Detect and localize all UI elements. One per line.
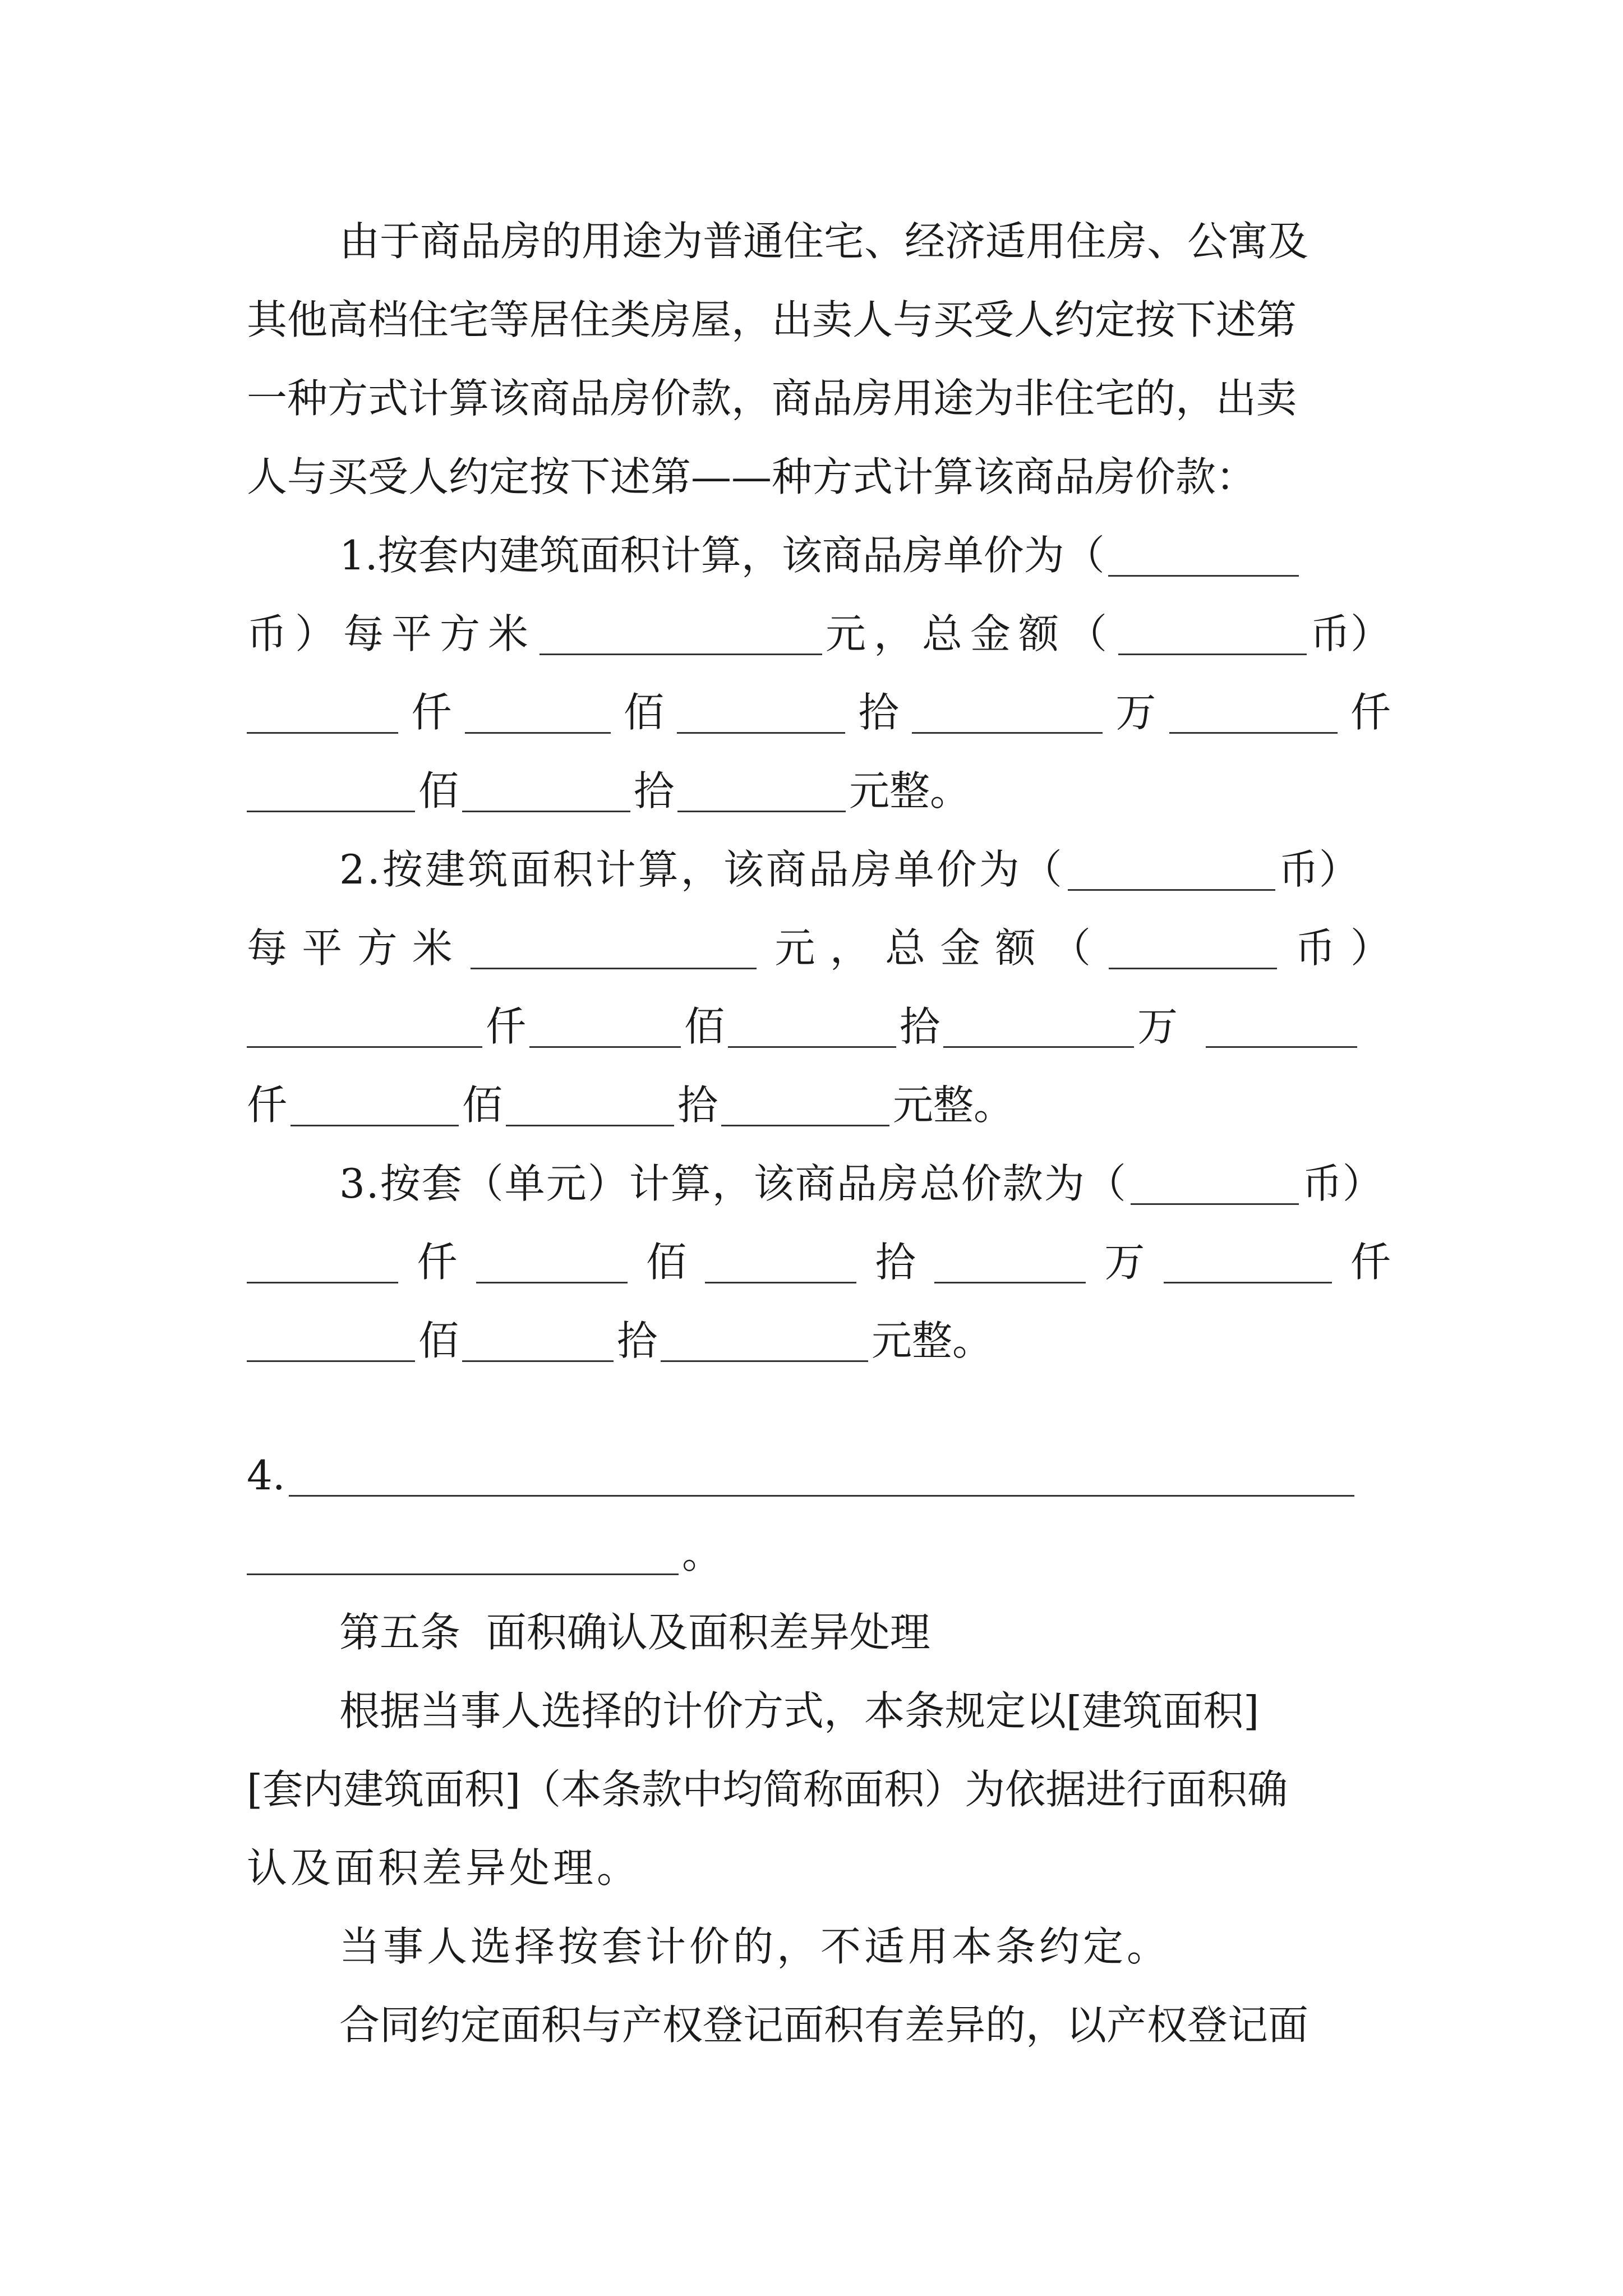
char: ） xyxy=(1350,924,1391,972)
unit-label: 仟 xyxy=(411,689,452,736)
article-5-line-5 xyxy=(339,1986,1391,2064)
paragraph-1-line-4 xyxy=(247,438,1391,516)
unit-label: 仟 xyxy=(486,1003,527,1050)
text: 4. xyxy=(247,1452,285,1499)
text: 人与买受人约定按下述第——种方式计算该商品房价款： xyxy=(247,453,1257,500)
blank-field[interactable] xyxy=(540,620,822,655)
blank-field[interactable] xyxy=(705,1248,856,1283)
blank-field[interactable] xyxy=(721,1091,889,1126)
unit-label: 拾 xyxy=(875,1239,916,1286)
blank-field[interactable] xyxy=(661,1327,868,1362)
option-4-line-2 xyxy=(247,1515,1391,1593)
paragraph-1-line-3 xyxy=(247,359,1391,438)
blank-field[interactable] xyxy=(506,1091,674,1126)
unit-label: 元整。 xyxy=(893,1082,1015,1129)
paragraph-1-line-2 xyxy=(247,280,1391,359)
char: ， xyxy=(829,924,870,972)
text: [套内建筑面积]（本条款中均简称面积）为依据进行面积确 xyxy=(247,1766,1288,1813)
article-5-line-3 xyxy=(247,1829,1391,1907)
article-5-line-4 xyxy=(339,1907,1391,1986)
text: 当事人选择按套计价的，不适用本条约定。 xyxy=(339,1923,1171,1970)
blank-field[interactable] xyxy=(1206,1013,1357,1048)
unit-label: 拾 xyxy=(617,1317,658,1364)
blank-field[interactable] xyxy=(247,1540,679,1575)
unit-label: 佰 xyxy=(418,767,459,815)
unit-label: 元整。 xyxy=(849,767,971,815)
text: 认及面积差异处理。 xyxy=(247,1844,641,1892)
blank-field[interactable] xyxy=(1068,855,1275,891)
blank-field[interactable] xyxy=(462,777,630,812)
option-3-line-3 xyxy=(247,1301,1391,1380)
text: 2.按建筑面积计算，该商品房单价为（ xyxy=(339,846,1064,893)
blank-field[interactable] xyxy=(1131,1170,1299,1205)
text: 币） xyxy=(1302,1160,1383,1207)
text: 其他高档住宅等居住类房屋，出卖人与买受人约定按下述第 xyxy=(247,296,1297,343)
blank-field[interactable] xyxy=(462,1327,614,1362)
unit-label: 拾 xyxy=(858,689,899,736)
char: 额 xyxy=(995,924,1036,972)
heading: 第五条 面积确认及面积差异处理 xyxy=(339,1609,930,1656)
option-1-line-1 xyxy=(339,516,1391,595)
blank-field[interactable] xyxy=(1109,934,1277,969)
char: 每 xyxy=(247,924,288,972)
char: 币 xyxy=(1295,924,1336,972)
blank-field[interactable] xyxy=(912,698,1103,734)
blank-field[interactable] xyxy=(677,698,845,734)
text: 币） xyxy=(1310,610,1391,657)
text: 根据当事人选择的计价方式，本条规定以[建筑面积] xyxy=(339,1687,1260,1734)
unit-label: 拾 xyxy=(900,1003,940,1050)
text: 。 xyxy=(682,1530,723,1577)
option-2-line-3 xyxy=(247,987,1391,1066)
blank-field[interactable] xyxy=(247,1327,415,1362)
option-2-line-4 xyxy=(247,1066,1391,1144)
blank-field[interactable] xyxy=(1118,620,1307,655)
blank-field[interactable] xyxy=(943,1013,1134,1048)
option-1-line-4 xyxy=(247,752,1391,830)
option-1-line-2 xyxy=(247,595,1391,673)
article-5-line-1 xyxy=(339,1672,1391,1750)
text: 元，总金额（ xyxy=(825,610,1115,657)
unit-label: 元整。 xyxy=(872,1317,993,1364)
char: 方 xyxy=(357,924,398,972)
blank-field[interactable] xyxy=(247,1248,398,1283)
option-2-line-2 xyxy=(247,909,1391,987)
blank-field[interactable] xyxy=(247,698,398,734)
paragraph-1-line-1 xyxy=(339,202,1391,280)
text: 合同约定面积与产权登记面积有差异的，以产权登记面 xyxy=(339,2001,1309,2049)
char: 元 xyxy=(774,924,815,972)
unit-label: 拾 xyxy=(634,767,675,815)
option-3-line-2 xyxy=(247,1223,1391,1301)
text: 由于商品房的用途为普通住宅、经济适用住房、公寓及 xyxy=(339,218,1309,265)
option-3-line-1 xyxy=(339,1144,1391,1223)
blank-field[interactable] xyxy=(677,777,846,812)
blank-field[interactable] xyxy=(471,934,757,969)
text: 1.按套内建筑面积计算，该商品房单价为（ xyxy=(339,532,1105,579)
option-1-line-3 xyxy=(247,673,1391,752)
blank-field[interactable] xyxy=(1169,698,1338,734)
blank-field[interactable] xyxy=(247,1013,482,1048)
unit-label: 仟 xyxy=(247,1082,288,1129)
blank-field[interactable] xyxy=(291,1091,459,1126)
text: 币）每平方米 xyxy=(247,610,537,657)
unit-label: 仟 xyxy=(1350,1239,1391,1286)
char: 平 xyxy=(302,924,343,972)
article-5-title xyxy=(339,1593,1391,1672)
unit-label: 万 xyxy=(1115,689,1156,736)
blank-field[interactable] xyxy=(1164,1248,1332,1283)
blank-field[interactable] xyxy=(728,1013,896,1048)
blank-field[interactable] xyxy=(289,1461,1354,1497)
unit-label: 万 xyxy=(1137,1003,1178,1050)
char: 金 xyxy=(940,924,981,972)
blank-field[interactable] xyxy=(934,1248,1086,1283)
blank-field[interactable] xyxy=(529,1013,681,1048)
option-4-line-1 xyxy=(247,1436,1391,1515)
unit-label: 佰 xyxy=(623,689,664,736)
blank-field[interactable] xyxy=(465,698,611,734)
unit-label: 仟 xyxy=(1350,689,1391,736)
blank-field[interactable] xyxy=(476,1248,628,1283)
text: 3.按套（单元）计算，该商品房总价款为（ xyxy=(339,1160,1127,1207)
article-5-line-2 xyxy=(247,1750,1391,1829)
unit-label: 佰 xyxy=(645,1239,686,1286)
char: （ xyxy=(1050,924,1091,972)
blank-field[interactable] xyxy=(247,777,415,812)
text: 一种方式计算该商品房价款，商品房用途为非住宅的，出卖 xyxy=(247,375,1297,422)
char: 总 xyxy=(885,924,926,972)
char: 米 xyxy=(412,924,453,972)
option-2-line-1 xyxy=(339,830,1391,909)
unit-label: 仟 xyxy=(417,1239,458,1286)
unit-label: 佰 xyxy=(462,1082,503,1129)
blank-field[interactable] xyxy=(1108,541,1299,577)
unit-label: 佰 xyxy=(684,1003,725,1050)
unit-label: 万 xyxy=(1104,1239,1145,1286)
unit-label: 拾 xyxy=(677,1082,718,1129)
unit-label: 佰 xyxy=(418,1317,459,1364)
text: 币） xyxy=(1278,846,1359,893)
